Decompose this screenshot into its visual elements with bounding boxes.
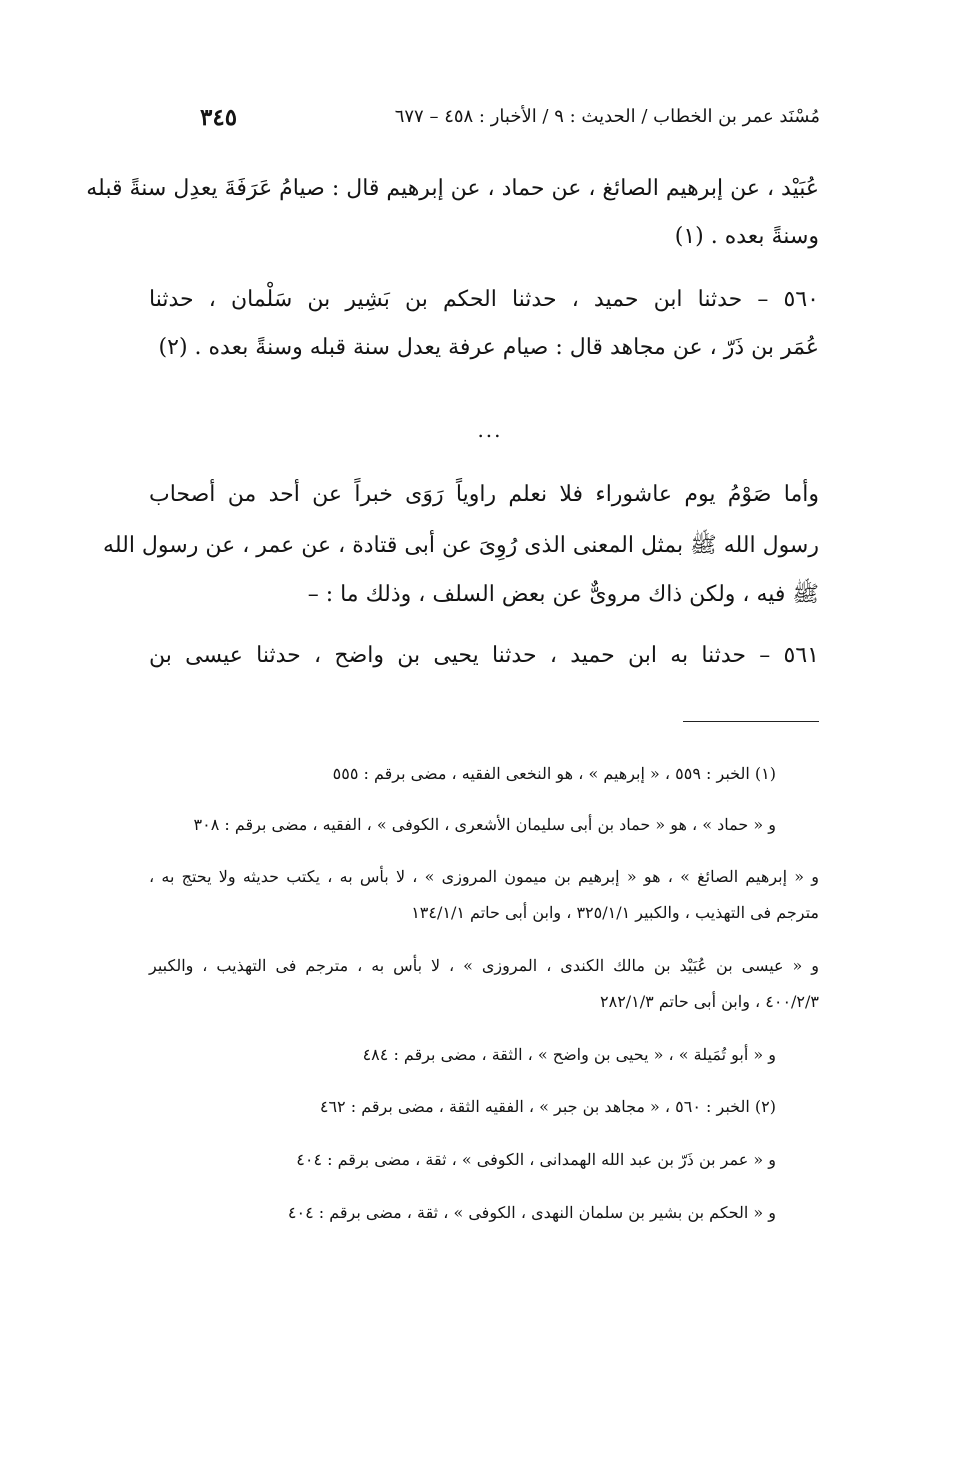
footnote-line: ٤٠٠/٢/٣ ، وابن أبى حاتم ٢٨٢/١/٣ bbox=[600, 992, 819, 1011]
footnote-line: مترجم فى التهذيب ، والكبير ٣٢٥/١/١ ، وابن أبى حاتم ١٣٤/١/١ bbox=[411, 903, 819, 922]
hadith-561-line: ٥٦١ – حدثنا به ابن حميد ، حدثنا يحيى بن واضح ، حدثنا عيسى بن bbox=[149, 643, 819, 668]
footnote-line: و « إبرهيم الصائغ » ، هو « إبرهيم بن ميمون المروزى » ، لا بأس به ، يكتب حديثه ولا يحتج به ، bbox=[149, 867, 819, 886]
footnote-line: و « حماد » ، هو « حماد بن أبى سليمان الأشعرى ، الكوفى » ، الفقيه ، مضى برقم : ٣٠٨ bbox=[193, 815, 776, 834]
footnote-rule bbox=[683, 721, 819, 722]
page-header bbox=[200, 104, 820, 134]
section-separator: ... bbox=[477, 418, 503, 442]
footnote-line: (١) الخبر : ٥٥٩ ، « إبرهيم » ، هو النخعى الفقيه ، مضى برقم : ٥٥٥ bbox=[332, 764, 776, 783]
body-line: رسول الله ﷺ بمثل المعنى الذى رُوِىَ عن أبى قتادة ، عن عمر ، عن رسول الله bbox=[103, 533, 819, 558]
footnote-line: و « عمر بن ذَرّ بن عبد الله الهمدانى ، الكوفى » ، ثقة ، مضى برقم : ٤٠٤ bbox=[296, 1150, 776, 1169]
body-line: عُبَيْد ، عن إبرهيم الصائغ ، عن حماد ، عن إبرهيم قال : صيامُ عَرَفَةَ يعدِل سنةً قبله bbox=[86, 176, 819, 201]
body-line: ﷺ فيه ، ولكن ذاك مروىٌّ عن بعض السلف ، وذلك ما : – bbox=[307, 582, 819, 607]
footnote-line: و « أبو تُمَيلة » ، « يحيى بن واضح » ، الثقة ، مضى برقم : ٤٨٤ bbox=[362, 1045, 776, 1064]
footnote-line: و « الحكم بن بشير بن سلمان النهدى ، الكوفى » ، ثقة ، مضى برقم : ٤٠٤ bbox=[287, 1203, 776, 1222]
body-line: وأما صَوْمُ يوم عاشوراء فلا نعلم راوياً رَوَى خبراً عن أحد من أصحاب bbox=[149, 482, 819, 507]
running-title: مُسْنَد عمر بن الخطاب / الحديث : ٩ / الأخبار : ٤٥٨ – ٦٧٧ bbox=[394, 106, 820, 127]
footnote-line: (٢) الخبر : ٥٦٠ ، « مجاهد بن جبر » ، الفقيه الثقة ، مضى برقم : ٤٦٢ bbox=[319, 1097, 776, 1116]
body-line: وسنةً بعده . (١) bbox=[674, 224, 819, 249]
page-number: ٣٤٥ bbox=[200, 104, 238, 131]
footnote-line: و « عيسى بن عُبَيْد بن مالك الكندى ، المروزى » ، لا بأس به ، مترجم فى التهذيب ، والكبير bbox=[149, 956, 819, 975]
hadith-560-line: ٥٦٠ – حدثنا ابن حميد ، حدثنا الحكم بن بَشِير بن سَلْمان ، حدثنا bbox=[149, 287, 819, 312]
hadith-560-line: عُمَر بن ذَرّ ، عن مجاهد قال : صيام عرفة يعدل سنة قبله وسنةً بعده . (٢) bbox=[158, 335, 819, 360]
